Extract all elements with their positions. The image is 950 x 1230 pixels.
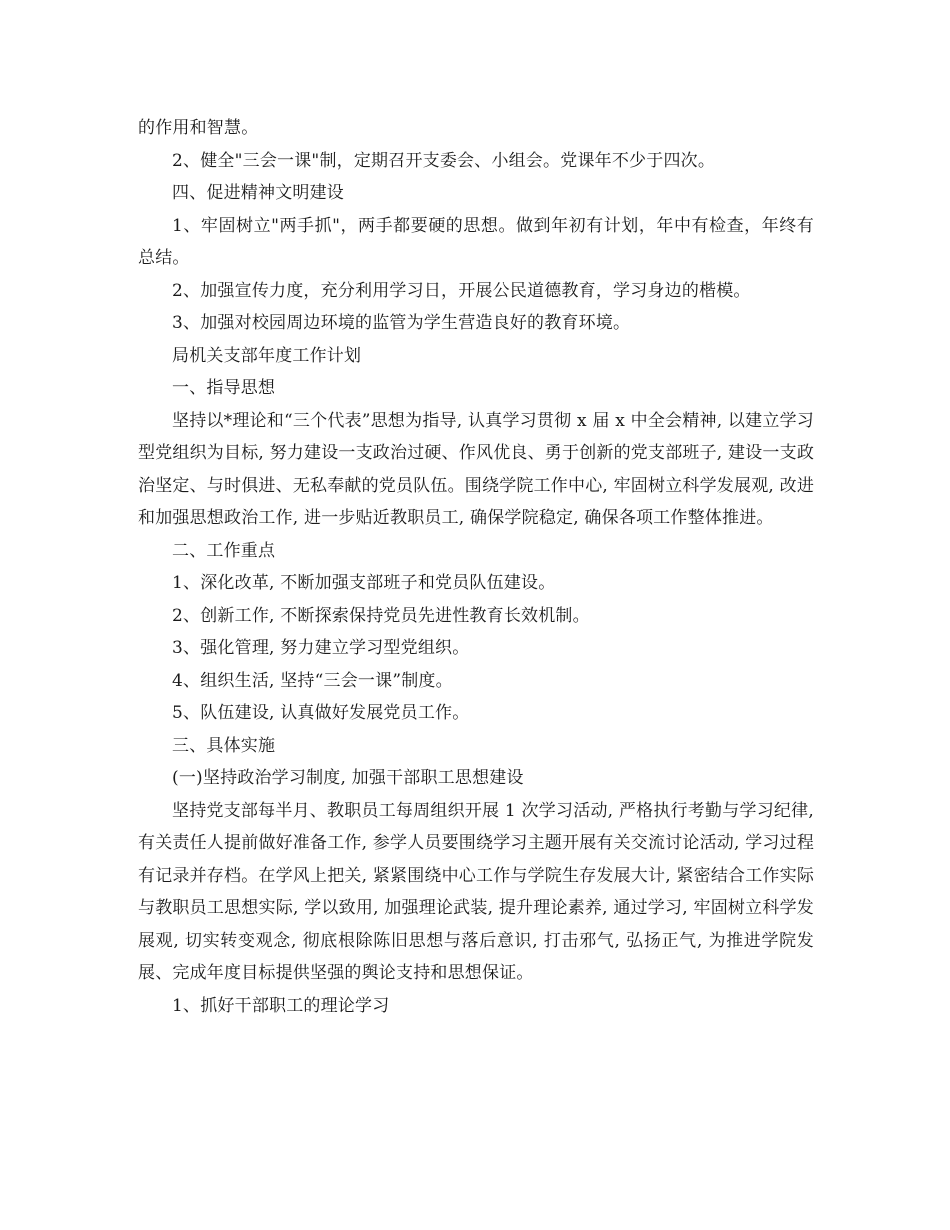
document-title: 局机关支部年度工作计划 xyxy=(172,345,362,366)
paragraph-continuation: 的作用和智慧。 xyxy=(138,118,259,138)
section-heading: 一、指导思想 xyxy=(172,378,276,398)
section-heading: 四、促进精神文明建设 xyxy=(172,183,344,203)
paragraph-item: 2、健全"三会一课"制，定期召开支委会、小组会。党课年不少于四次。 xyxy=(172,150,716,171)
paragraph-item: 5、队伍建设, 认真做好发展党员工作。 xyxy=(172,703,470,723)
paragraph-body: 坚持以*理论和“三个代表”思想为指导, 认真学习贯彻 x 届 x 中全会精神, 以建立学习型党组织为目标, 努力建设一支政治过硬、作风优良、勇于创新的党支部班子, 建设一支政治坚定、与时俱进、无私奉献的党员队伍。围绕学院工作中心, 牢固树立科学发展观, 改进和加强思想政治工作, 进一步贴近教职员工, 确保学院稳定, 确保各项工作整体推进。 xyxy=(138,410,815,528)
subsection-heading: (一)坚持政治学习制度, 加强干部职工思想建设 xyxy=(172,768,524,788)
paragraph-item: 1、深化改革, 不断加强支部班子和党员队伍建设。 xyxy=(172,573,556,593)
paragraph-item: 1、抓好干部职工的理论学习 xyxy=(172,995,390,1016)
paragraph-item: 3、加强对校园周边环境的监管为学生营造良好的教育环境。 xyxy=(172,313,631,333)
paragraph-item: 1、牢固树立"两手抓"，两手都要硬的思想。做到年初有计划，年中有检查，年终有总结。 xyxy=(138,215,814,268)
paragraph-body: 坚持党支部每半月、教职员工每周组织开展 1 次学习活动, 严格执行考勤与学习纪律, 有关责任人提前做好准备工作, 参学人员要围绕学习主题开展有关交流讨论活动, 学习过程有记录并存档。在学风上把关, 紧紧围绕中心工作与学院生存发展大计, 紧密结合工作实际与教职员工思想实际, 学以致用, 加强理论武装, 提升理论素养, 通过学习, 牢固树立科学发展观, 切实转变观念, 彻底根除陈旧思想与落后意识, 打击邪气, 弘扬正气, 为推进学院发展、完成年度目标提供坚强的舆论支持和思想保证。 xyxy=(138,800,815,983)
paragraph-item: 3、强化管理, 努力建立学习型党组织。 xyxy=(172,638,470,658)
paragraph-item: 2、创新工作, 不断探索保持党员先进性教育长效机制。 xyxy=(172,605,590,626)
paragraph-item: 2、加强宣传力度，充分利用学习日，开展公民道德教育，学习身边的楷模。 xyxy=(172,280,751,301)
section-heading: 二、工作重点 xyxy=(172,540,276,561)
document-body xyxy=(138,112,814,1022)
paragraph-item: 4、组织生活, 坚持“三会一课”制度。 xyxy=(172,670,453,691)
section-heading: 三、具体实施 xyxy=(172,735,276,756)
